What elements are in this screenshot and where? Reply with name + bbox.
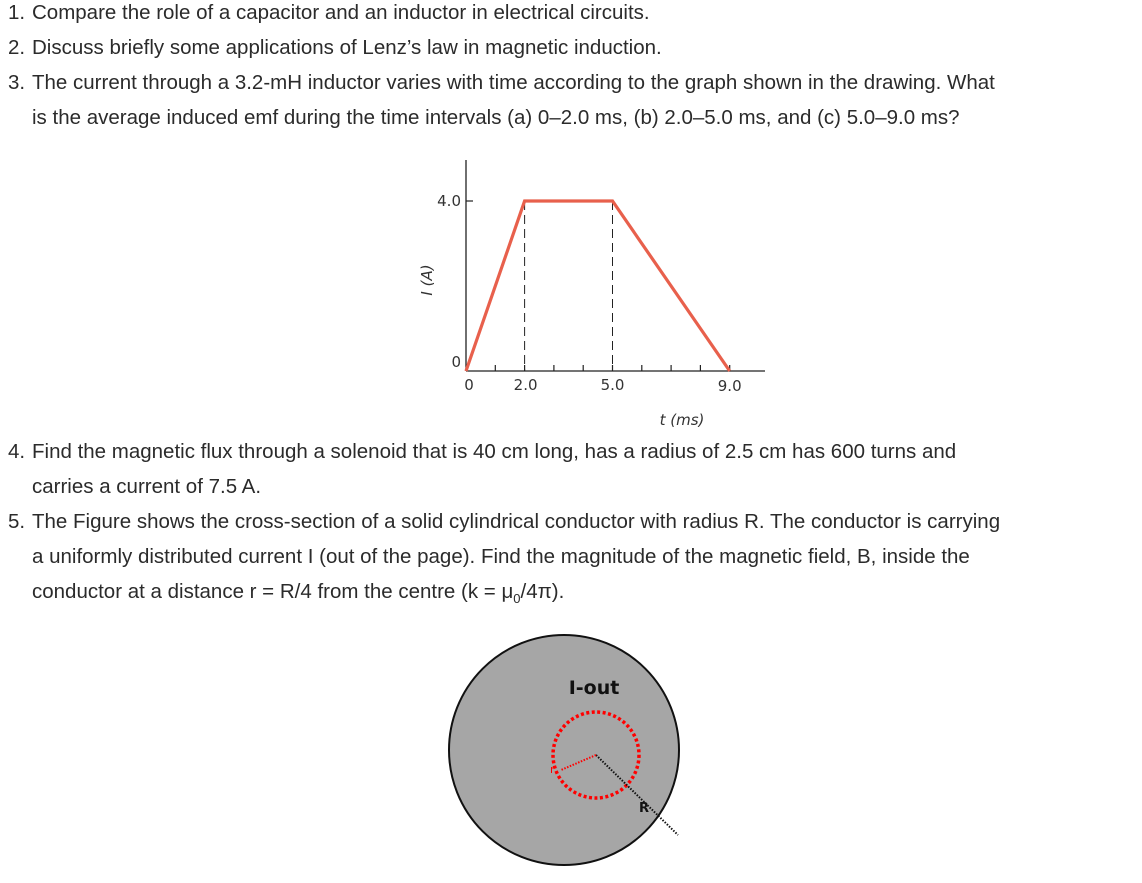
question-4 — [8, 434, 1128, 504]
current-vs-time-chart — [395, 155, 775, 435]
radius-r-label: r — [550, 763, 555, 776]
question-3 — [8, 65, 1138, 135]
question-number: 4. — [8, 440, 26, 463]
question-number: 5. — [8, 510, 26, 533]
mu-symbol: μ — [501, 580, 514, 603]
question-text-line-2: a uniformly distributed current I (out of the page). Find the magnitude of the magnetic field, B, inside the — [32, 545, 970, 568]
guide-lines — [525, 201, 613, 371]
question-2 — [8, 30, 662, 65]
question-text-line-1: Find the magnetic flux through a solenoid that is 40 cm long, has a radius of 2.5 cm has 600 turns and — [32, 440, 957, 463]
question-text-line-1: The current through a 3.2-mH inductor varies with time according to the graph shown in the drawing. What — [32, 71, 995, 94]
question-number: 2. — [8, 36, 26, 59]
question-number: 3. — [8, 71, 26, 94]
formula-text: conductor at a distance r = R/4 from the centre (k = — [32, 580, 502, 603]
question-text-line-1: The Figure shows the cross-section of a solid cylindrical conductor with radius R. The conductor is carrying — [32, 510, 1001, 533]
axis-ticks — [466, 201, 730, 371]
conductor-cross-section-figure — [445, 620, 685, 882]
current-out-label: I-out — [568, 677, 620, 699]
formula-text-end: /4π). — [520, 580, 565, 603]
question-text-line-2: carries a current of 7.5 A. — [32, 475, 262, 498]
mu-subscript: 0 — [513, 591, 521, 607]
y-axis-label: I (A) — [418, 264, 436, 296]
radius-R-label: R — [639, 801, 650, 816]
question-1 — [8, 0, 650, 30]
x-axis-label: t (ms) — [659, 411, 705, 429]
x-tick-label-0: 0 — [464, 376, 474, 394]
question-number: 1. — [8, 1, 26, 24]
y-tick-label-0: 0 — [451, 353, 461, 371]
x-tick-label-2: 2.0 — [513, 376, 538, 394]
question-text: Compare the role of a capacitor and an inductor in electrical circuits. — [32, 1, 650, 24]
conductor-circle — [449, 635, 679, 865]
question-5 — [8, 504, 1133, 616]
question-text-line-3 — [8, 574, 1133, 616]
question-text: Discuss briefly some applications of Lenz’s law in magnetic induction. — [32, 36, 662, 59]
y-tick-label-4: 4.0 — [437, 192, 461, 210]
x-tick-label-5: 5.0 — [600, 376, 625, 394]
x-tick-label-9: 9.0 — [717, 377, 742, 395]
question-text-line-2: is the average induced emf during the time intervals (a) 0–2.0 ms, (b) 2.0–5.0 ms, and (c) 5.0–9.0 ms? — [32, 106, 960, 129]
current-series-line — [466, 201, 730, 371]
